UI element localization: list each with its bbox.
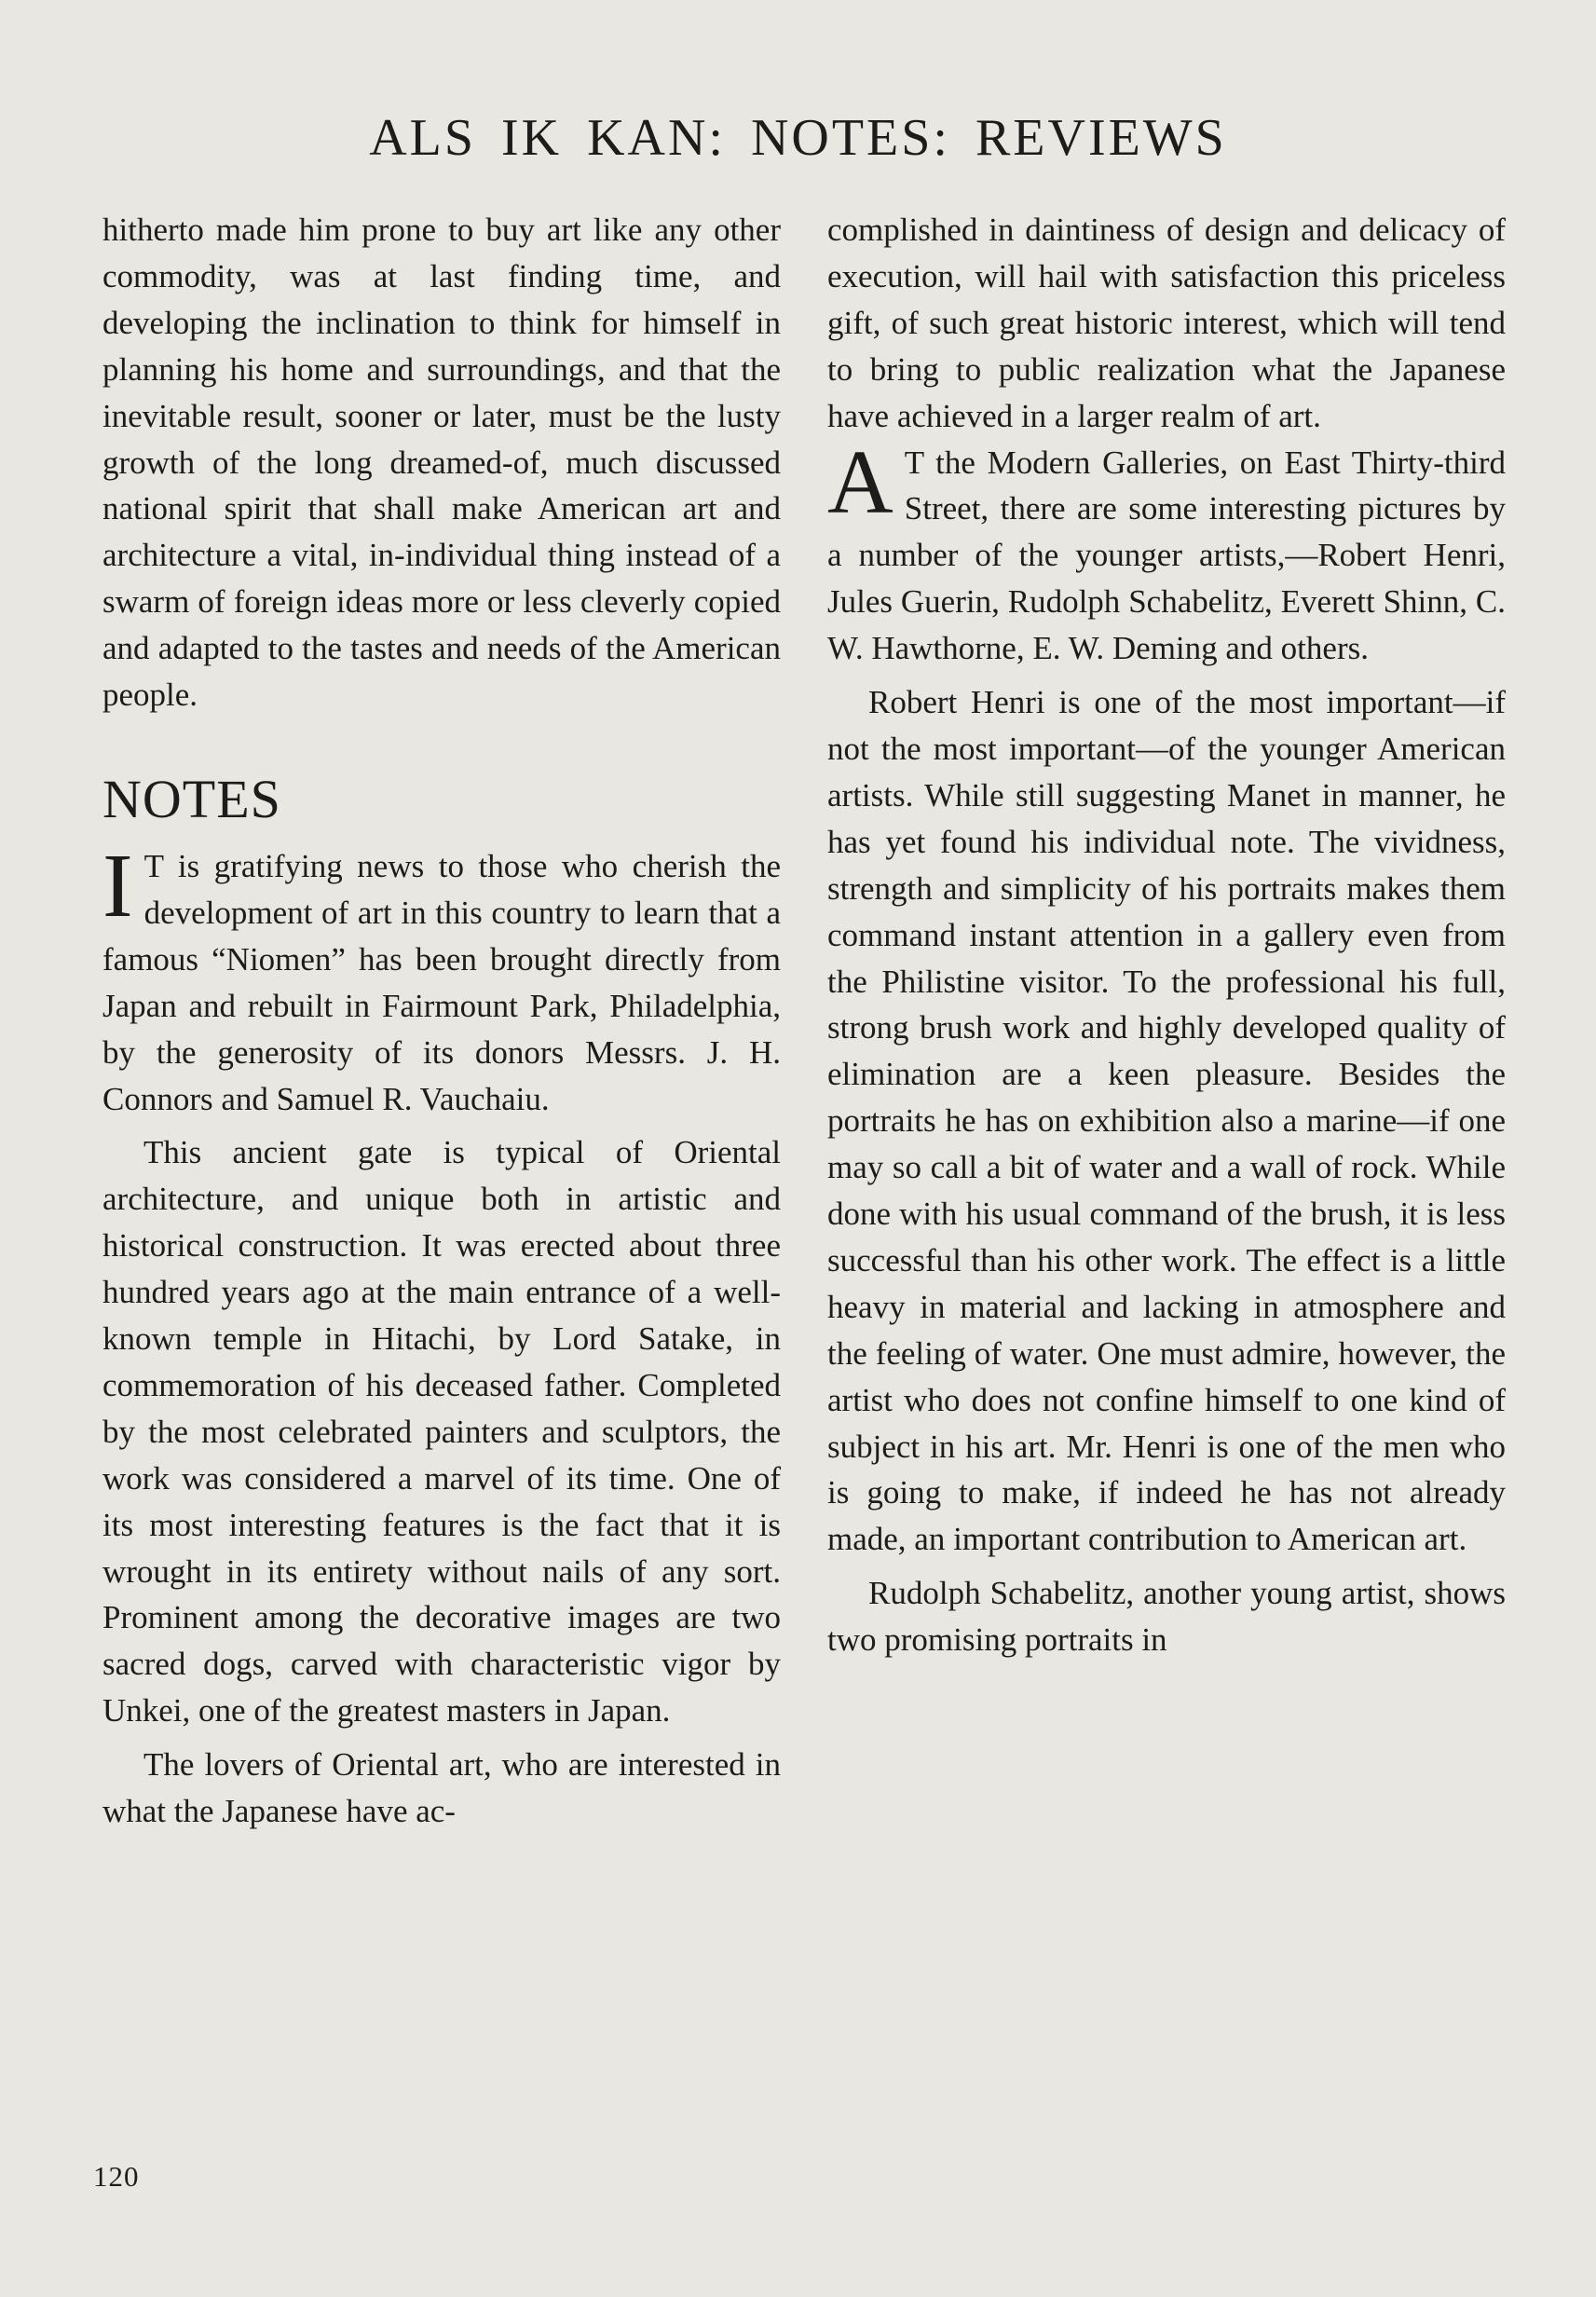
- left-column: [102, 207, 781, 1835]
- page-number: 120: [93, 2160, 140, 2193]
- schabelitz-paragraph: Rudolph Schabelitz, another young artist, shows two promising portraits in: [827, 1575, 1506, 1659]
- gift-paragraph: complished in daintiness of design and delicacy of execution, will hail with satisfaction this priceless gift, of such great historic interest, which will tend to bring to public realization what the Japanese have achieved in a larger realm of art.: [827, 212, 1506, 434]
- modern-galleries-paragraph: [827, 431, 1506, 673]
- drop-cap-i: I: [102, 835, 133, 937]
- right-column: [827, 207, 1506, 1663]
- niomen-paragraph: [102, 835, 781, 1122]
- continued-paragraph: hitherto made him prone to buy art like any other commodity, was at last finding time, and developing the inclination to think for himself in planning his home and surroundings, and that the inevitable result, sooner or later, must be the lusty growth of the long dreamed-of, much discussed national spirit that shall make American art and architecture a vital, in-individual thing instead of a swarm of foreign ideas more or less cleverly copied and adapted to the tastes and needs of the American people.: [102, 212, 781, 714]
- drop-cap-a: A: [827, 431, 893, 533]
- gate-description-paragraph: This ancient gate is typical of Oriental architecture, and unique both in artistic and historical construction. It was erected about three hundred years ago at the main entrance of a well-known temple in Hitachi, by Lord Satake, in commemoration of his deceased father. Completed by the most celebrated painters and sculptors, the work was considered a marvel of its time. One of its most interesting features is the fact that it is wrought in its entirety without nails of any sort. Prominent among the decorative images are two sacred dogs, carved with characteristic vigor by Unkei, one of the greatest masters in Japan.: [102, 1134, 781, 1730]
- oriental-art-lovers-paragraph: The lovers of Oriental art, who are interested in what the Japanese have ac-: [102, 1746, 781, 1830]
- niomen-paragraph-text: T is gratifying news to those who cherish the development of art in this country to learn that a famous “Niomen” has been brought directly from Japan and rebuilt in Fairmount Park, Philadelphia, by the generosity of its donors Messrs. J. H. Connors and Samuel R. Vauchaiu.: [102, 847, 781, 1117]
- modern-galleries-paragraph-text: T the Modern Galleries, on East Thirty-third Street, there are some interesting pictures by a number of the younger artists,—Robert Henri, Jules Guerin, Rudolph Schabelitz, Everett Shinn, C. W. Hawthorne, E. W. Deming and others.: [827, 444, 1506, 667]
- notes-section-heading: NOTES: [102, 768, 281, 829]
- robert-henri-paragraph: Robert Henri is one of the most important—if not the most important—of the younger American artists. While still suggesting Manet in manner, he has yet found his individual note. The vividness, strength and simplicity of his portraits makes them command instant attention in a gallery even from the Philistine visitor. To the professional his full, strong brush work and highly developed quality of elimination are a keen pleasure. Besides the portraits he has on exhibition also a marine—if one may so call a bit of water and a wall of rock. While done with his usual command of the brush, it is less successful than his other work. The effect is a little heavy in material and lacking in atmosphere and the feeling of water. One must admire, however, the artist who does not confine himself to one kind of subject in his art. Mr. Henri is one of the men who is going to make, if indeed he has not already made, an important contribution to American art.: [827, 684, 1506, 1558]
- running-header: ALS IK KAN: NOTES: REVIEWS: [369, 109, 1227, 167]
